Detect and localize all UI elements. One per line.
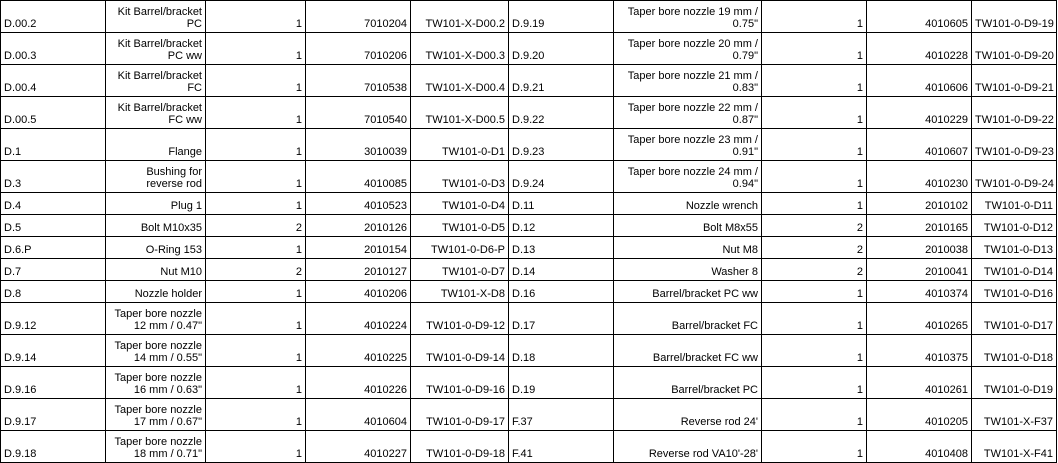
part-description-line: 14 mm / 0.55" bbox=[133, 352, 202, 364]
quantity-cell: 1 bbox=[762, 281, 867, 303]
part-reference-cell: TW101-0-D19 bbox=[972, 367, 1057, 399]
part-description-line: 0.83" bbox=[732, 82, 758, 94]
quantity-cell: 1 bbox=[206, 431, 306, 463]
part-reference-cell: TW101-0-D9-12 bbox=[411, 303, 509, 335]
part-description-line: Nut M10 bbox=[160, 266, 202, 278]
article-number-cell: 2010126 bbox=[306, 215, 411, 237]
part-description-cell bbox=[614, 399, 762, 431]
part-code-cell: D.5 bbox=[1, 215, 106, 237]
part-code-cell: D.18 bbox=[509, 335, 614, 367]
part-description-line: 0.79" bbox=[732, 50, 758, 62]
table-row bbox=[1, 335, 1057, 367]
part-description-line: 0.94" bbox=[732, 178, 758, 190]
part-description-line: Flange bbox=[168, 146, 202, 158]
part-description-line: PC ww bbox=[167, 50, 202, 62]
table-row bbox=[1, 33, 1057, 65]
quantity-cell: 1 bbox=[762, 399, 867, 431]
part-code-cell: D.3 bbox=[1, 161, 106, 193]
article-number-cell: 2010041 bbox=[867, 259, 972, 281]
part-reference-cell: TW101-0-D11 bbox=[972, 193, 1057, 215]
article-number-cell: 2010127 bbox=[306, 259, 411, 281]
part-description-cell bbox=[106, 431, 206, 463]
part-reference-cell: TW101-0-D13 bbox=[972, 237, 1057, 259]
part-description-line: Taper bore nozzle bbox=[114, 340, 202, 352]
part-reference-cell: TW101-0-D9-22 bbox=[972, 97, 1057, 129]
article-number-cell: 4010375 bbox=[867, 335, 972, 367]
part-code-cell: D.9.19 bbox=[509, 1, 614, 33]
part-description-line: FC ww bbox=[168, 114, 202, 126]
part-description-line: Bolt M8x55 bbox=[702, 222, 758, 234]
article-number-cell: 4010227 bbox=[306, 431, 411, 463]
part-description-line: 17 mm / 0.67" bbox=[133, 416, 202, 428]
part-code-cell: D.9.22 bbox=[509, 97, 614, 129]
part-description-line: O-Ring 153 bbox=[145, 244, 202, 256]
part-description-cell bbox=[614, 281, 762, 303]
part-reference-cell: TW101-0-D9-20 bbox=[972, 33, 1057, 65]
part-reference-cell: TW101-0-D1 bbox=[411, 129, 509, 161]
part-description-cell bbox=[106, 193, 206, 215]
quantity-cell: 1 bbox=[762, 303, 867, 335]
table-row bbox=[1, 1, 1057, 33]
part-description-cell bbox=[106, 1, 206, 33]
quantity-cell: 1 bbox=[762, 33, 867, 65]
quantity-cell: 1 bbox=[206, 335, 306, 367]
part-reference-cell: TW101-0-D3 bbox=[411, 161, 509, 193]
part-code-cell: D.13 bbox=[509, 237, 614, 259]
part-code-cell: D.00.2 bbox=[1, 1, 106, 33]
part-code-cell: D.9.23 bbox=[509, 129, 614, 161]
part-description-cell bbox=[614, 367, 762, 399]
article-number-cell: 4010206 bbox=[306, 281, 411, 303]
part-code-cell: D.00.4 bbox=[1, 65, 106, 97]
article-number-cell: 2010165 bbox=[867, 215, 972, 237]
part-reference-cell: TW101-0-D18 bbox=[972, 335, 1057, 367]
part-reference-cell: TW101-0-D16 bbox=[972, 281, 1057, 303]
part-reference-cell: TW101-X-D00.4 bbox=[411, 65, 509, 97]
article-number-cell: 4010606 bbox=[867, 65, 972, 97]
article-number-cell: 4010085 bbox=[306, 161, 411, 193]
part-reference-cell: TW101-0-D9-17 bbox=[411, 399, 509, 431]
quantity-cell: 2 bbox=[206, 215, 306, 237]
part-reference-cell: TW101-0-D9-16 bbox=[411, 367, 509, 399]
part-description-cell bbox=[614, 161, 762, 193]
part-code-cell: D.19 bbox=[509, 367, 614, 399]
part-description-line: Kit Barrel/bracket bbox=[117, 70, 202, 82]
quantity-cell: 1 bbox=[762, 65, 867, 97]
part-description-line: Taper bore nozzle 21 mm / bbox=[627, 70, 758, 82]
article-number-cell: 4010607 bbox=[867, 129, 972, 161]
part-description-line: Nozzle wrench bbox=[685, 200, 758, 212]
part-description-line: Taper bore nozzle bbox=[114, 372, 202, 384]
article-number-cell: 7010540 bbox=[306, 97, 411, 129]
quantity-cell: 1 bbox=[762, 1, 867, 33]
part-description-line: Kit Barrel/bracket bbox=[117, 38, 202, 50]
part-description-line: Taper bore nozzle bbox=[114, 308, 202, 320]
quantity-cell: 2 bbox=[762, 259, 867, 281]
part-description-cell bbox=[614, 215, 762, 237]
article-number-cell: 4010226 bbox=[306, 367, 411, 399]
part-description-line: Nozzle holder bbox=[134, 288, 202, 300]
table-row bbox=[1, 97, 1057, 129]
part-code-cell: D.1 bbox=[1, 129, 106, 161]
part-description-cell bbox=[106, 259, 206, 281]
part-code-cell: D.9.24 bbox=[509, 161, 614, 193]
part-reference-cell: TW101-0-D9-14 bbox=[411, 335, 509, 367]
quantity-cell: 1 bbox=[206, 367, 306, 399]
part-reference-cell: TW101-0-D5 bbox=[411, 215, 509, 237]
part-code-cell: D.9.18 bbox=[1, 431, 106, 463]
part-reference-cell: TW101-X-D8 bbox=[411, 281, 509, 303]
part-description-line: Reverse rod 24' bbox=[680, 416, 758, 428]
part-description-line: 0.91" bbox=[732, 146, 758, 158]
part-description-line: Plug 1 bbox=[170, 200, 202, 212]
part-description-line: Barrel/bracket PC ww bbox=[652, 288, 758, 300]
part-code-cell: D.9.16 bbox=[1, 367, 106, 399]
part-description-cell bbox=[614, 65, 762, 97]
part-code-cell: D.7 bbox=[1, 259, 106, 281]
part-reference-cell: TW101-0-D12 bbox=[972, 215, 1057, 237]
part-description-cell bbox=[614, 237, 762, 259]
part-code-cell: D.6.P bbox=[1, 237, 106, 259]
quantity-cell: 1 bbox=[762, 335, 867, 367]
part-description-line: Barrel/bracket FC bbox=[671, 320, 758, 332]
article-number-cell: 2010154 bbox=[306, 237, 411, 259]
part-reference-cell: TW101-0-D4 bbox=[411, 193, 509, 215]
quantity-cell: 1 bbox=[762, 129, 867, 161]
article-number-cell: 7010538 bbox=[306, 65, 411, 97]
part-description-line: Taper bore nozzle 23 mm / bbox=[627, 134, 758, 146]
part-reference-cell: TW101-X-F41 bbox=[972, 431, 1057, 463]
table-row bbox=[1, 161, 1057, 193]
part-code-cell: D.9.21 bbox=[509, 65, 614, 97]
article-number-cell: 4010225 bbox=[306, 335, 411, 367]
part-code-cell: D.14 bbox=[509, 259, 614, 281]
table-row bbox=[1, 303, 1057, 335]
part-reference-cell: TW101-0-D9-23 bbox=[972, 129, 1057, 161]
table-row bbox=[1, 281, 1057, 303]
part-reference-cell: TW101-X-D00.3 bbox=[411, 33, 509, 65]
part-description-cell bbox=[106, 281, 206, 303]
article-number-cell: 4010229 bbox=[867, 97, 972, 129]
part-description-cell bbox=[614, 97, 762, 129]
table-row bbox=[1, 237, 1057, 259]
part-code-cell: D.16 bbox=[509, 281, 614, 303]
part-description-cell bbox=[614, 129, 762, 161]
part-description-cell bbox=[106, 129, 206, 161]
part-code-cell: D.00.3 bbox=[1, 33, 106, 65]
article-number-cell: 4010265 bbox=[867, 303, 972, 335]
part-reference-cell: TW101-0-D9-18 bbox=[411, 431, 509, 463]
quantity-cell: 1 bbox=[206, 303, 306, 335]
part-code-cell: D.9.12 bbox=[1, 303, 106, 335]
parts-list-body bbox=[1, 1, 1057, 463]
part-description-line: PC bbox=[186, 18, 202, 30]
part-code-cell: D.4 bbox=[1, 193, 106, 215]
part-code-cell: F.41 bbox=[509, 431, 614, 463]
part-description-cell bbox=[106, 237, 206, 259]
part-description-line: Taper bore nozzle 22 mm / bbox=[627, 102, 758, 114]
part-description-line: Kit Barrel/bracket bbox=[117, 6, 202, 18]
part-description-cell bbox=[106, 97, 206, 129]
part-code-cell: D.8 bbox=[1, 281, 106, 303]
quantity-cell: 1 bbox=[206, 399, 306, 431]
part-description-cell bbox=[106, 335, 206, 367]
part-description-line: 18 mm / 0.71" bbox=[133, 448, 202, 460]
article-number-cell: 2010102 bbox=[867, 193, 972, 215]
part-code-cell: D.11 bbox=[509, 193, 614, 215]
part-description-cell bbox=[106, 33, 206, 65]
part-description-line: Taper bore nozzle 20 mm / bbox=[627, 38, 758, 50]
quantity-cell: 1 bbox=[206, 193, 306, 215]
quantity-cell: 1 bbox=[206, 237, 306, 259]
part-description-cell bbox=[106, 367, 206, 399]
table-row bbox=[1, 129, 1057, 161]
part-code-cell: D.17 bbox=[509, 303, 614, 335]
article-number-cell: 4010605 bbox=[867, 1, 972, 33]
part-description-line: Reverse rod VA10'-28' bbox=[648, 448, 758, 460]
article-number-cell: 3010039 bbox=[306, 129, 411, 161]
quantity-cell: 1 bbox=[206, 161, 306, 193]
part-description-line: Washer 8 bbox=[711, 266, 758, 278]
part-description-line: Nut M8 bbox=[722, 244, 758, 256]
article-number-cell: 7010206 bbox=[306, 33, 411, 65]
part-description-line: Kit Barrel/bracket bbox=[117, 102, 202, 114]
part-description-line: Bushing for bbox=[146, 166, 202, 178]
part-description-cell bbox=[614, 33, 762, 65]
quantity-cell: 1 bbox=[762, 367, 867, 399]
part-reference-cell: TW101-0-D9-24 bbox=[972, 161, 1057, 193]
part-description-cell bbox=[614, 303, 762, 335]
table-row bbox=[1, 259, 1057, 281]
part-description-line: 16 mm / 0.63" bbox=[133, 384, 202, 396]
part-description-line: Bolt M10x35 bbox=[140, 222, 202, 234]
part-reference-cell: TW101-X-F37 bbox=[972, 399, 1057, 431]
article-number-cell: 4010261 bbox=[867, 367, 972, 399]
quantity-cell: 1 bbox=[762, 431, 867, 463]
article-number-cell: 4010230 bbox=[867, 161, 972, 193]
part-description-line: Taper bore nozzle 19 mm / bbox=[627, 6, 758, 18]
table-row bbox=[1, 65, 1057, 97]
part-code-cell: D.9.14 bbox=[1, 335, 106, 367]
part-reference-cell: TW101-0-D17 bbox=[972, 303, 1057, 335]
part-description-cell bbox=[106, 65, 206, 97]
part-description-cell bbox=[614, 431, 762, 463]
table-row bbox=[1, 431, 1057, 463]
article-number-cell: 2010038 bbox=[867, 237, 972, 259]
part-description-cell bbox=[106, 303, 206, 335]
quantity-cell: 1 bbox=[762, 193, 867, 215]
part-reference-cell: TW101-0-D14 bbox=[972, 259, 1057, 281]
part-code-cell: D.9.20 bbox=[509, 33, 614, 65]
quantity-cell: 1 bbox=[206, 1, 306, 33]
quantity-cell: 2 bbox=[762, 215, 867, 237]
quantity-cell: 1 bbox=[762, 97, 867, 129]
part-description-cell bbox=[614, 1, 762, 33]
part-description-line: Taper bore nozzle 24 mm / bbox=[627, 166, 758, 178]
part-description-line: 0.87" bbox=[732, 114, 758, 126]
part-code-cell: D.12 bbox=[509, 215, 614, 237]
part-description-cell bbox=[106, 215, 206, 237]
quantity-cell: 1 bbox=[206, 97, 306, 129]
article-number-cell: 4010374 bbox=[867, 281, 972, 303]
article-number-cell: 4010408 bbox=[867, 431, 972, 463]
table-row bbox=[1, 367, 1057, 399]
part-reference-cell: TW101-0-D9-19 bbox=[972, 1, 1057, 33]
part-description-line: FC bbox=[187, 82, 202, 94]
part-code-cell: D.9.17 bbox=[1, 399, 106, 431]
part-reference-cell: TW101-X-D00.2 bbox=[411, 1, 509, 33]
part-description-cell bbox=[614, 335, 762, 367]
article-number-cell: 7010204 bbox=[306, 1, 411, 33]
article-number-cell: 4010228 bbox=[867, 33, 972, 65]
part-description-cell bbox=[614, 259, 762, 281]
quantity-cell: 1 bbox=[762, 161, 867, 193]
quantity-cell: 2 bbox=[762, 237, 867, 259]
table-row bbox=[1, 193, 1057, 215]
quantity-cell: 1 bbox=[206, 281, 306, 303]
article-number-cell: 4010523 bbox=[306, 193, 411, 215]
article-number-cell: 4010224 bbox=[306, 303, 411, 335]
table-row bbox=[1, 215, 1057, 237]
part-description-line: Barrel/bracket FC ww bbox=[652, 352, 758, 364]
part-code-cell: F.37 bbox=[509, 399, 614, 431]
table-row bbox=[1, 399, 1057, 431]
part-reference-cell: TW101-0-D6-P bbox=[411, 237, 509, 259]
part-reference-cell: TW101-X-D00.5 bbox=[411, 97, 509, 129]
part-reference-cell: TW101-0-D9-21 bbox=[972, 65, 1057, 97]
article-number-cell: 4010205 bbox=[867, 399, 972, 431]
part-description-cell bbox=[106, 399, 206, 431]
quantity-cell: 1 bbox=[206, 129, 306, 161]
part-description-line: Taper bore nozzle bbox=[114, 404, 202, 416]
quantity-cell: 1 bbox=[206, 33, 306, 65]
part-description-line: Barrel/bracket PC bbox=[671, 384, 758, 396]
quantity-cell: 1 bbox=[206, 65, 306, 97]
article-number-cell: 4010604 bbox=[306, 399, 411, 431]
part-description-line: 12 mm / 0.47" bbox=[133, 320, 202, 332]
part-description-line: Taper bore nozzle bbox=[114, 436, 202, 448]
part-description-line: 0.75" bbox=[732, 18, 758, 30]
quantity-cell: 2 bbox=[206, 259, 306, 281]
part-description-cell bbox=[614, 193, 762, 215]
part-reference-cell: TW101-0-D7 bbox=[411, 259, 509, 281]
part-code-cell: D.00.5 bbox=[1, 97, 106, 129]
part-description-line: reverse rod bbox=[146, 178, 202, 190]
part-description-cell bbox=[106, 161, 206, 193]
